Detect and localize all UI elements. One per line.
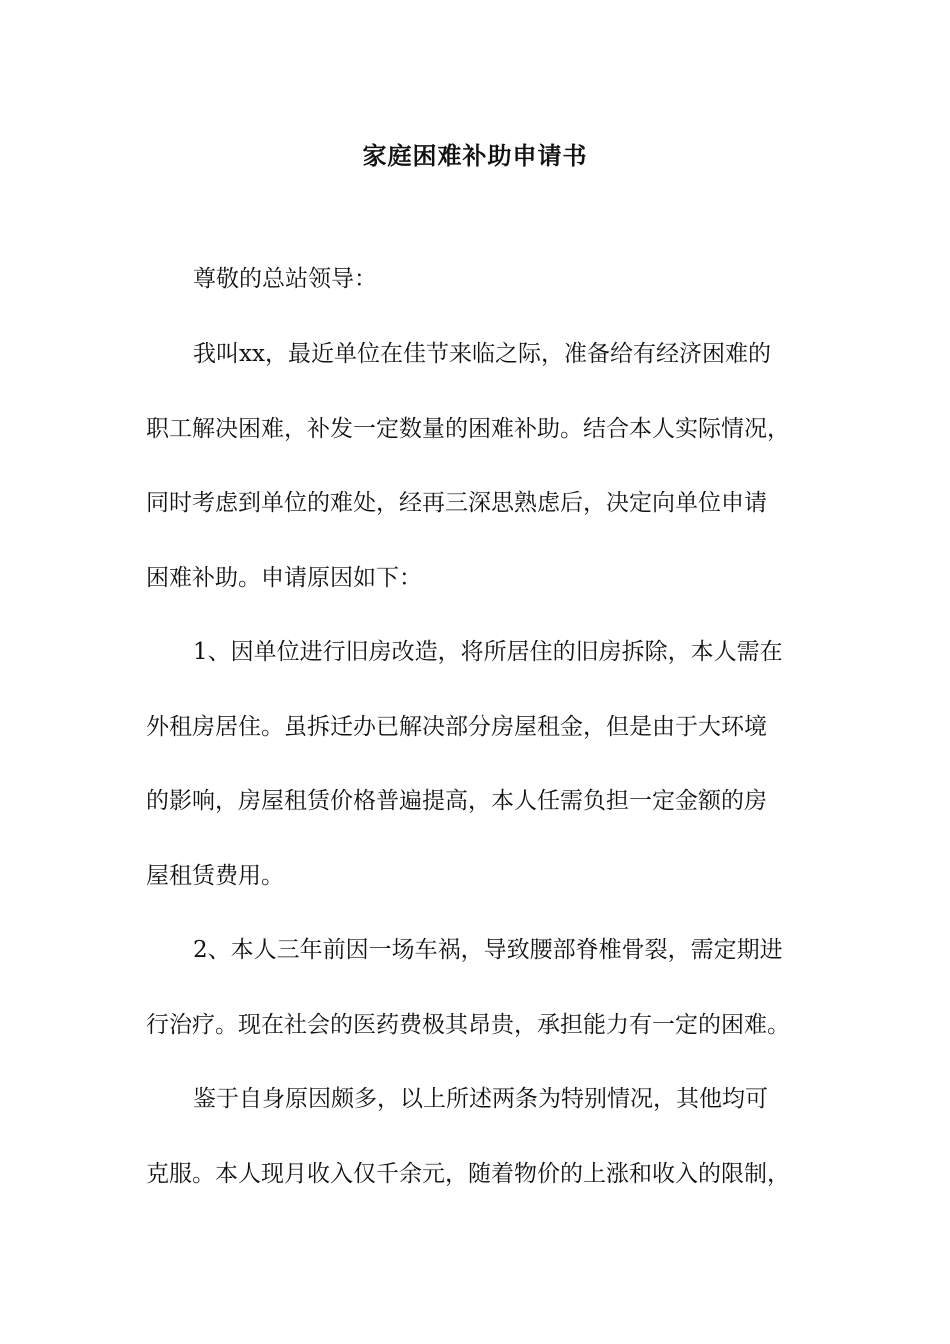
body-line: 2、本人三年前因一场车祸，导致腰部脊椎骨裂，需定期进 bbox=[193, 937, 783, 963]
body-line: 屋租赁费用。 bbox=[146, 863, 284, 889]
body-line: 职工解决困难，补发一定数量的困难补助。结合本人实际情况， bbox=[146, 416, 790, 442]
body-line: 我叫xx，最近单位在佳节来临之际，准备给有经济困难的 bbox=[193, 341, 771, 367]
body-line: 外租房居住。虽拆迁办已解决部分房屋租金，但是由于大环境 bbox=[146, 714, 767, 740]
body-line: 鉴于自身原因颇多，以上所述两条为特别情况，其他均可 bbox=[193, 1086, 768, 1112]
body-line: 克服。本人现月收入仅千余元，随着物价的上涨和收入的限制， bbox=[146, 1161, 790, 1187]
body-line: 的影响，房屋租赁价格普遍提高，本人任需负担一定金额的房 bbox=[146, 788, 767, 814]
salutation: 尊敬的总站领导： bbox=[193, 266, 377, 292]
body-line: 1、因单位进行旧房改造，将所居住的旧房拆除，本人需在 bbox=[193, 639, 783, 665]
body-line: 行治疗。现在社会的医药费极其昂贵，承担能力有一定的困难。 bbox=[146, 1012, 790, 1038]
document-title: 家庭困难补助申请书 bbox=[362, 141, 588, 170]
body-line: 同时考虑到单位的难处，经再三深思熟虑后，决定向单位申请 bbox=[146, 490, 767, 516]
body-line: 困难补助。申请原因如下： bbox=[146, 565, 422, 591]
